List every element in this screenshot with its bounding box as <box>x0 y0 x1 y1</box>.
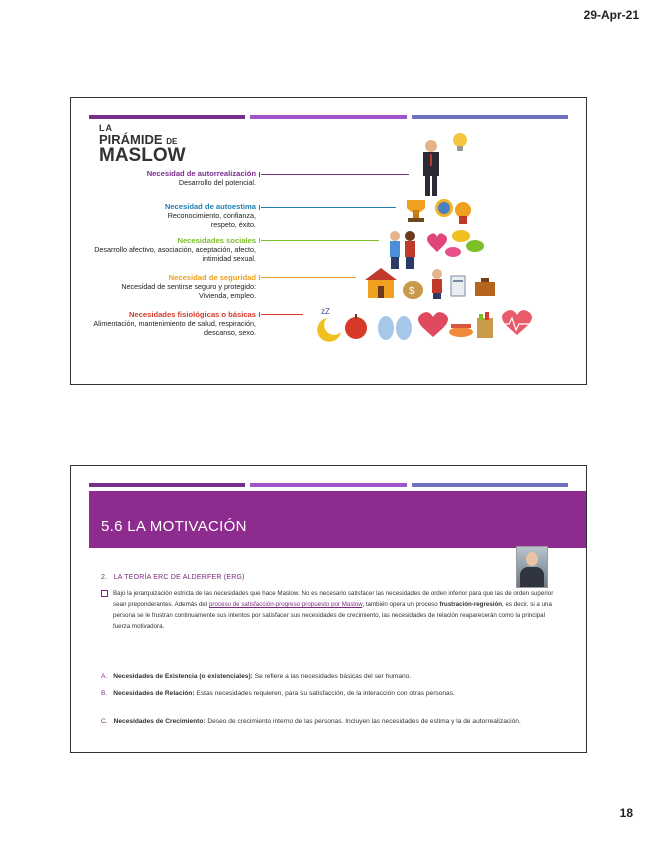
level-desc: Alimentación, mantenimiento de salud, respiración, descanso, sexo. <box>93 319 256 337</box>
level-heading: Necesidad de autoestima <box>164 202 256 211</box>
page-number: 18 <box>619 806 633 820</box>
level-heading: Necesidades sociales <box>177 236 256 245</box>
lungs-icon <box>378 316 412 340</box>
list-item <box>101 671 556 683</box>
para-bold: frustración-regresión <box>439 601 503 608</box>
section-subtitle <box>101 574 245 581</box>
para-text: , es decir, si a una persona se le frustran continuamente sus intentos por satisfacer sus necesidades de crecimiento, las necesidades de relación reaparecerán como la principal fuerza motivadora. <box>113 601 552 630</box>
level-heading: Necesidad de seguridad <box>168 273 256 282</box>
level-safety <box>116 273 256 300</box>
slide-motivacion <box>70 465 587 753</box>
para-link[interactable]: proceso de satisfacción-progreso propuesto por Maslow <box>208 601 363 608</box>
title-line-3: MASLOW <box>99 145 186 166</box>
subtitle-number: 2. <box>101 574 108 581</box>
item-text: Deseo de crecimiento interno de las personas. Incluyen las necesidades de estima y la de autorrealización. <box>205 718 521 725</box>
worker-icon <box>432 269 442 299</box>
item-key: C. <box>101 718 108 725</box>
para-text: Bajo la jerarquización estricta de las necesidades que hace Maslow. No es necesario satisfacer las necesidades de orden inferior para que las de orden superior sean preponderantes. Además del <box>113 590 554 608</box>
level-connector <box>261 314 303 315</box>
slide-top-bars <box>89 115 568 119</box>
food-icon <box>449 324 473 337</box>
list-item <box>101 688 556 700</box>
speech-bubbles-icon <box>445 230 484 257</box>
heart-pulse-icon <box>418 312 448 337</box>
item-key: B. <box>101 690 108 697</box>
item-text: Se refiere a las necesidades básicas del ser humano. <box>252 673 412 680</box>
heartbeat-icon <box>502 310 532 335</box>
level-desc: Necesidad de sentirse seguro y protegido: Vivienda, empleo. <box>121 282 256 300</box>
briefcase-icon <box>475 278 495 296</box>
level-social <box>86 236 256 263</box>
title-line-1: LA <box>99 123 113 133</box>
item-term: Necesidades de Existencia (o existenciales): <box>113 673 253 680</box>
grocery-bag-icon <box>477 312 493 338</box>
slide-title: 5.6 LA MOTIVACIÓN <box>101 518 247 535</box>
level-heading: Necesidades fisiológicas o básicas <box>128 310 256 319</box>
title-line-2-de: DE <box>166 137 178 146</box>
level-self-actualization <box>70 169 256 187</box>
svg-text:zZ: zZ <box>321 307 330 316</box>
subtitle-text: LA TEORÍA ERC DE ALDERFER (ERG) <box>113 574 245 581</box>
erc-paragraph <box>101 588 556 632</box>
title-band <box>89 491 586 548</box>
level-physiological <box>86 310 256 337</box>
lightbulb-icon <box>453 133 467 151</box>
pyramid-illustration <box>303 128 553 343</box>
level-esteem <box>146 202 256 229</box>
para-text: , también opera un proceso <box>362 601 440 608</box>
item-key: A. <box>101 673 108 680</box>
moon-sleep-icon <box>317 307 341 342</box>
businessman-icon <box>423 140 439 196</box>
heart-icon <box>427 233 447 252</box>
item-term: Necesidades de Relación: <box>113 690 195 697</box>
level-desc: Reconocimiento, confianza, respeto, éxito. <box>167 211 256 229</box>
level-desc: Desarrollo afectivo, asociación, aceptación, afecto, intimidad sexual. <box>94 245 256 263</box>
slide-maslow <box>70 97 587 385</box>
alderfer-portrait <box>516 546 548 588</box>
award-icon <box>455 202 471 224</box>
slide-top-bars <box>89 483 568 487</box>
level-desc: Desarrollo del potencial. <box>178 178 256 187</box>
slide-title <box>99 124 186 165</box>
trophy-icon <box>407 200 425 222</box>
money-bag-icon <box>403 281 423 299</box>
document-icon <box>451 276 465 296</box>
item-text: Estas necesidades requieren, para su satisfacción, de la interacción con otras personas. <box>194 690 455 697</box>
page-date: 29-Apr-21 <box>583 8 639 22</box>
medal-icon <box>435 199 453 217</box>
house-icon <box>365 268 397 298</box>
square-bullet-icon <box>101 590 108 597</box>
couple-icon <box>390 231 415 269</box>
apple-icon <box>345 314 367 339</box>
item-term: Necesidades de Crecimiento: <box>113 718 206 725</box>
level-heading: Necesidad de autorrealización <box>146 169 256 178</box>
svg-text:$: $ <box>409 286 415 297</box>
title-line-2: PIRÁMIDE <box>99 132 163 147</box>
list-item <box>101 716 556 728</box>
